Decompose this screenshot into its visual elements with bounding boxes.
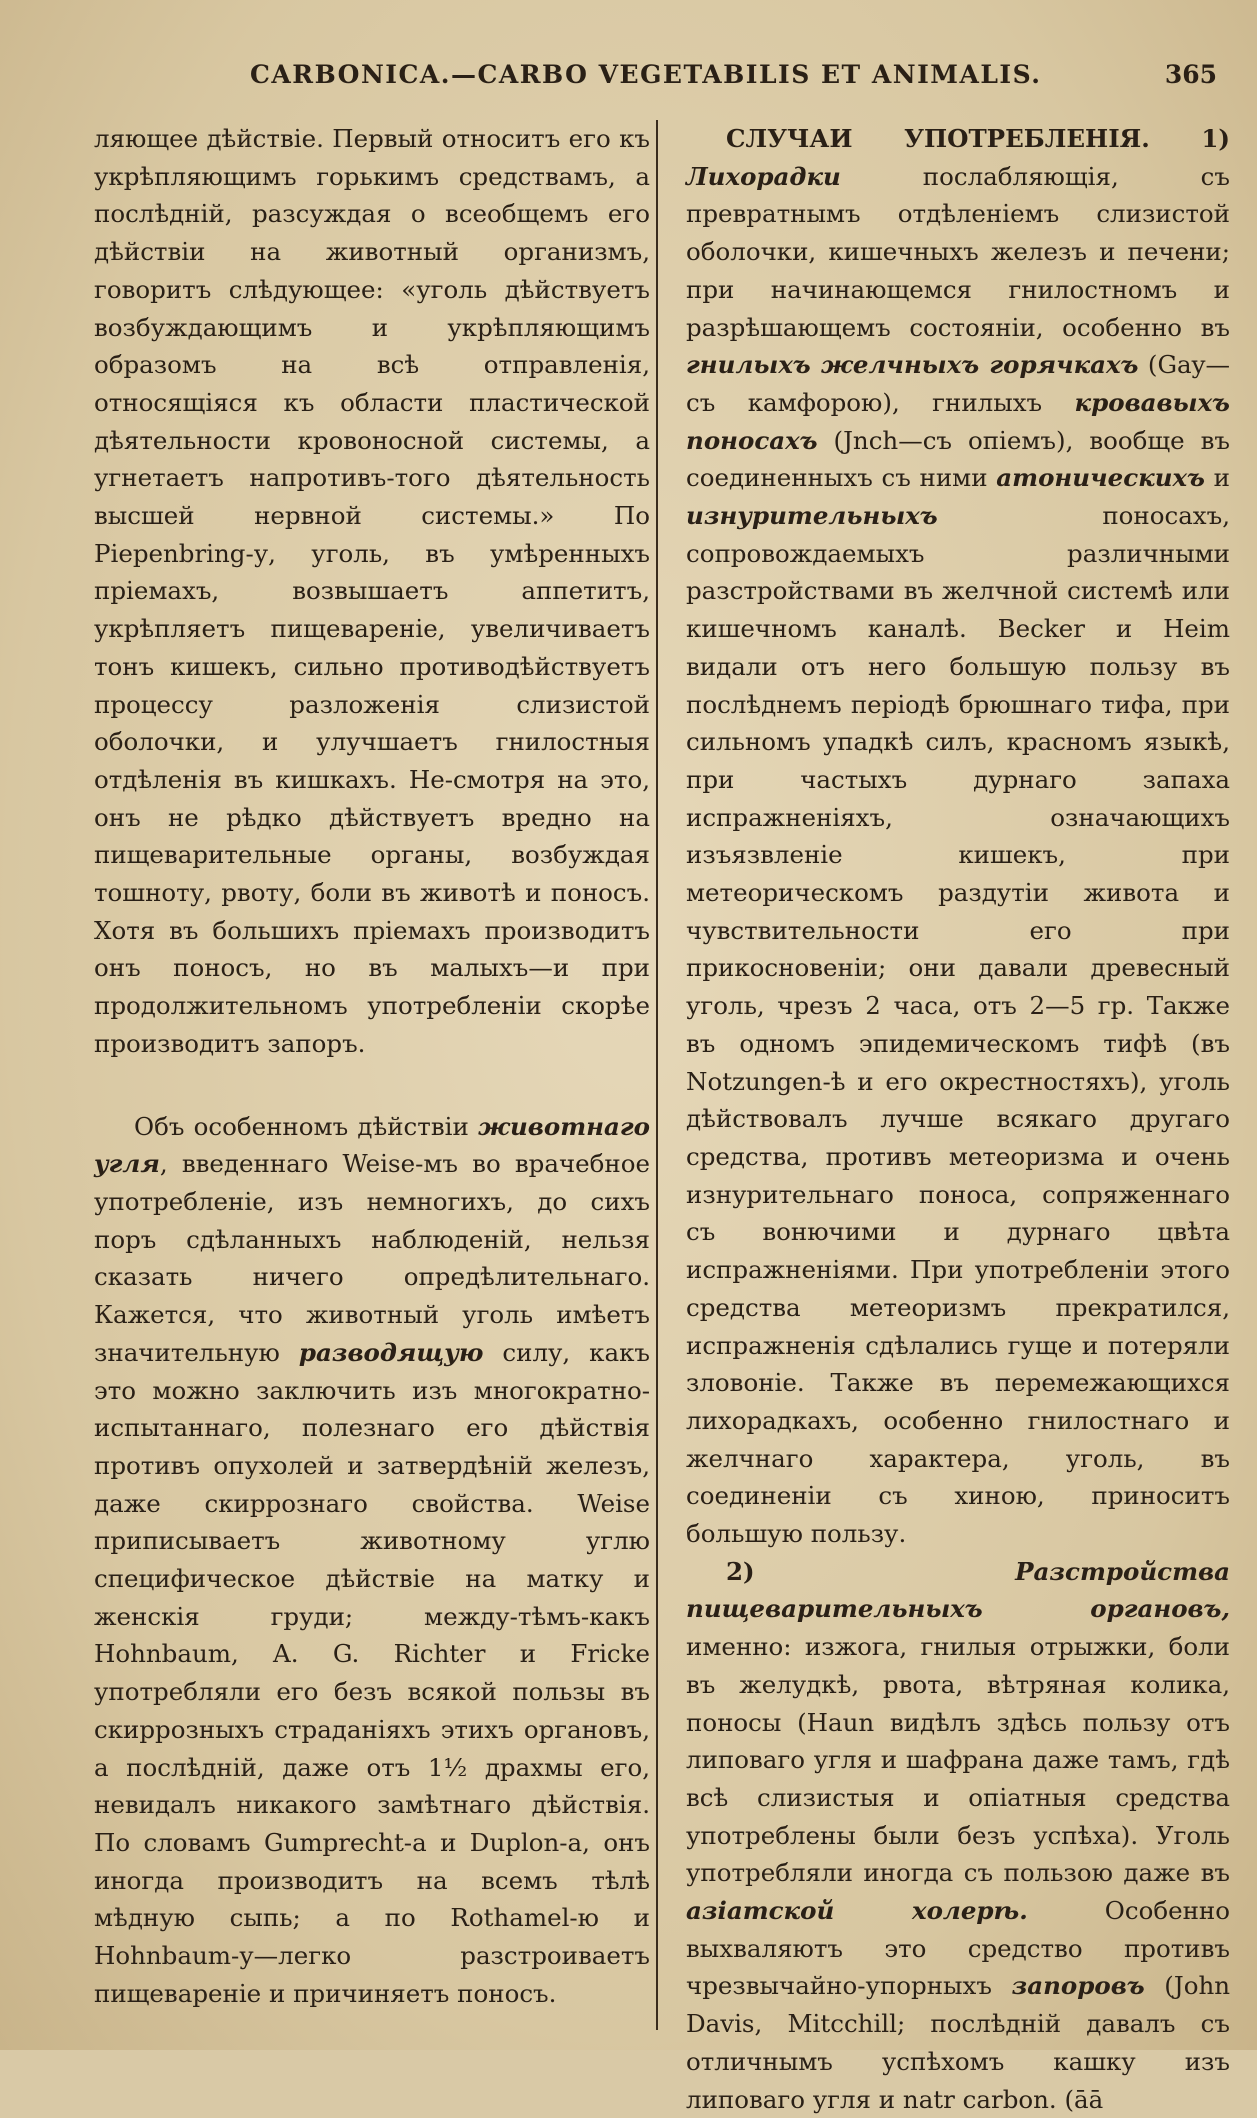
column-divider: [656, 120, 658, 2030]
emphasis-exhausting: изнурительныхъ: [686, 501, 938, 531]
section-heading: СЛУЧАИ УПОТРЕБЛЕНІЯ. 1): [726, 124, 1230, 153]
text-span: , введеннаго Weise-мъ во врачебное употребленіе, изъ немногихъ, до сихъ поръ сдѣланныхъ наблюденій, нельзя сказать ничего опредѣлительнаго. Кажется, что животный уголь имѣетъ значительную: [94, 1149, 650, 1367]
page-number: 365: [1164, 60, 1217, 89]
text-span: и: [1204, 463, 1230, 493]
paragraph-digestive-disorders: [686, 1553, 1230, 2118]
text-span: (John Davis, Mitcchill; послѣдній давалъ съ отличнымъ успѣхомъ кашку изъ липоваго угля и natr carbon. (āā: [686, 1971, 1230, 2114]
text-span: Объ особенномъ дѣйствіи: [134, 1111, 478, 1141]
running-head: [250, 60, 1217, 100]
text-span: (Jnch—съ опіемъ), вообще въ соединенныхъ съ ними: [686, 425, 1230, 493]
item-number: 2): [726, 1556, 1016, 1586]
text-span: именно: изжога, гнилыя отрыжки, боли въ желудкѣ, рвота, вѣтряная колика, поносы (Haun видѣлъ здѣсь пользу отъ липоваго угля и шафрана даже тамъ, гдѣ всѣ слизистыя и опіатныя средства употреблены были безъ успѣха). Уголь употребляли иногда съ пользою даже въ: [686, 1632, 1230, 1888]
emphasis-bilious-fevers: гнилыхъ желчныхъ горячкахъ: [686, 350, 1139, 380]
emphasis-animal-charcoal: животнаго угля: [94, 1111, 650, 1179]
emphasis-atonic: атоническихъ: [996, 463, 1205, 493]
paragraph-continued: ляющее дѣйствіе. Первый относитъ его къ укрѣпляющимъ горькимъ средствамъ, а послѣдній, разсуждая о всеобщемъ его дѣйствіи на животный организмъ, говоритъ слѣдующее: «уголь дѣйствуетъ возбуждающимъ и укрѣпляющимъ образомъ на всѣ отправленія, относящіяся къ области пластической дѣятельности кровоносной системы, а угнетаетъ напротивъ-того дѣятельность высшей нервной системы.» По Piepenbring-у, уголь, въ умѣренныхъ пріемахъ, возвышаетъ аппетитъ, укрѣпляетъ пищевареніе, увеличиваетъ тонъ кишекъ, сильно противодѣйствуетъ процессу разложенія слизистой оболочки, и улучшаетъ гнилостныя отдѣленія въ кишкахъ. Не-смотря на это, онъ не рѣдко дѣйствуетъ вредно на пищеварительные органы, возбуждая тошноту, рвоту, боли въ животѣ и поносъ. Хотя въ большихъ пріемахъ производитъ онъ поносъ, но въ малыхъ—и при продолжительномъ употребленіи скорѣе производитъ запоръ.: [94, 124, 650, 1058]
running-title: CARBONICA.—CARBO VEGETABILIS ET ANIMALIS.: [250, 60, 1042, 89]
paragraph-usage-cases: [686, 120, 1230, 1553]
emphasis-constipation: запоровъ: [1011, 1971, 1145, 2001]
emphasis-fevers: Лихорадки: [686, 161, 841, 191]
emphasis-resolvent: разводящую: [298, 1337, 484, 1367]
text-span: (Gay—съ камфорою), гнилыхъ: [686, 350, 1231, 417]
right-column: [686, 120, 1230, 2118]
paragraph-animal-charcoal: [94, 1108, 650, 2013]
text-span: послабляющія, съ превратнымъ отдѣленіемъ слизистой оболочки, кишечныхъ железъ и печени; при начинающемся гнилостномъ и разрѣшающемъ состояніи, особенно въ: [686, 161, 1230, 342]
emphasis-asiatic-cholera: азіатской холерѣ.: [686, 1896, 1028, 1926]
text-span: поносахъ, сопровождаемыхъ различными разстройствами въ желчной системѣ или кишечномъ каналѣ. Becker и Heim видали отъ него большую пользу въ послѣднемъ періодѣ брюшнаго тифа, при сильномъ упадкѣ силъ, красномъ языкѣ, при частыхъ дурнаго запаха испражненіяхъ, означающихъ изъязвленіе кишекъ, при метеорическомъ раздутіи живота и чувствительности его при прикосновеніи; они давали древесный уголь, чрезъ 2 часа, отъ 2—5 гр. Также въ одномъ эпидемическомъ тифѣ (въ Notzungen-ѣ и его окрестностяхъ), уголь дѣйствовалъ лучше всякаго другаго средства, противъ метеоризма и очень изнурительнаго поноса, сопряженнаго съ вонючими и дурнаго цвѣта испражненіями. При употребленіи этого средства метеоризмъ прекратился, испражненія сдѣлались гуще и потеряли зловоніе. Также въ перемежающихся лихорадкахъ, особенно гнилостнаго и желчнаго характера, уголь, въ соединеніи съ хиною, приноситъ большую пользу.: [686, 501, 1230, 1549]
emphasis-digestive-disorders: Разстройства пищеварительныхъ органовъ,: [686, 1556, 1230, 1624]
text-span: Особенно выхваляютъ это средство противъ чрезвычайно-упорныхъ: [686, 1896, 1230, 2001]
text-span: силу, какъ это можно заключить изъ многократно-испытаннаго, полезнаго его дѣйствія противъ опухолей и затвердѣній железъ, даже скиррознаго свойства. Weise приписываетъ животному углю специфическое дѣйствіе на матку и женскія груди; между-тѣмъ-какъ Hohnbaum, A. G. Richter и Fricke употребляли его безъ всякой пользы въ скиррозныхъ страданіяхъ этихъ органовъ, а послѣдній, даже отъ 1½ драхмы его, невидалъ никакого замѣтнаго дѣйствія. По словамъ Gumprecht-а и Duplon-а, онъ иногда производитъ на всемъ тѣлѣ мѣдную сыпь; а по Rothamel-ю и Hohnbaum-у—легко разстроиваетъ пищевареніе и причиняетъ поносъ.: [94, 1337, 650, 2008]
left-column: [94, 120, 650, 2012]
emphasis-bloody-diarrhea: кровавыхъ поносахъ: [686, 387, 1230, 455]
